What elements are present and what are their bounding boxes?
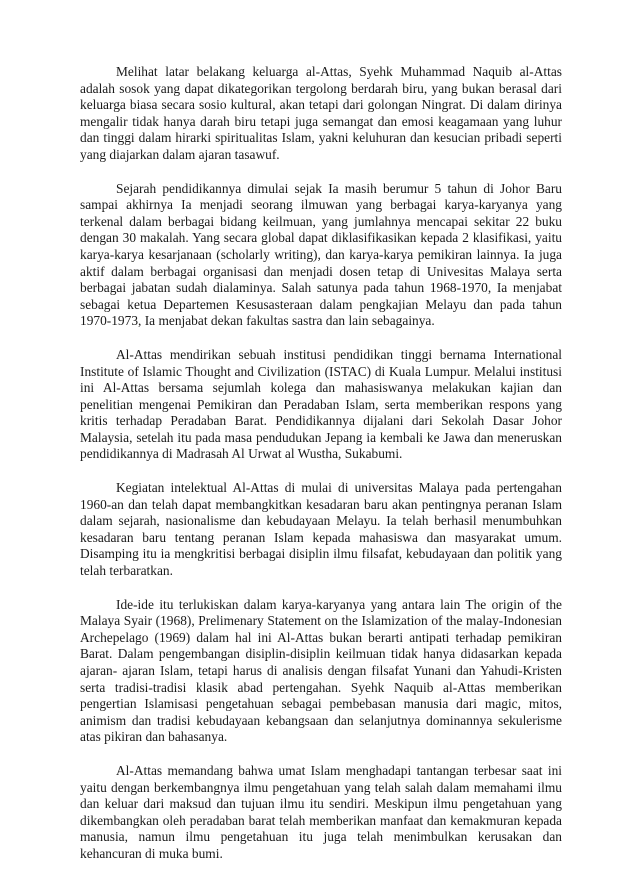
paragraph-works: Ide-ide itu terlukiskan dalam karya-karyanya yang antara lain The origin of the Malaya Syair (1968), Prelimenary Statement on the Islamization of the malay-Indonesian Archepelago (1969) dalam hal ini Al-Attas bukan berarti antipati terhadap pemikiran Barat. Dalam pengembangan disiplin-disiplin keilmuan tidak hanya didasarkan kepada ajaran- ajaran Islam, tetapi harus di analisis dengan filsafat Yunani dan Yahudi-Kristen serta tradisi-tradisi klasik abad pertengahan. Syehk Naquib al-Attas memberikan pengertian Islamisasi pengetahuan sebagai pembebasan manusia dari magic, mitos, animism dan tradisi kebudayaan kebangsaan dan selanjutnya dominannya sekulerisme atas pikiran dan bahasanya. xyxy=(80,596,562,745)
paragraph-istac: Al-Attas mendirikan sebuah institusi pendidikan tinggi bernama International Institute of Islamic Thought and Civilization (ISTAC) di Kuala Lumpur. Melalui institusi ini Al-Attas bersama sejumlah kolega dan mahasiswanya melakukan kajian dan penelitian mengenai Pemikiran dan Peradaban Islam, serta memberikan respons yang kritis terhadap Peradaban Barat. Pendidikannya dijalani dari Sekolah Dasar Johor Malaysia, setelah itu pada masa pendudukan Jepang ia kembali ke Jawa dan meneruskan pendidikannya di Madrasah Al Urwat al Wustha, Sukabumi. xyxy=(80,346,562,462)
paragraph-intellectual-activity: Kegiatan intelektual Al-Attas di mulai di universitas Malaya pada pertengahan 1960-an dan telah dapat membangkitkan kesadaran baru akan pentingnya peranan Islam dalam sejarah, nasionalisme dan kebudayaan Melayu. Ia telah berhasil menumbuhkan kesadaran baru tentang peranan Islam kepada mahasiswa dan masyarakat umum. Disamping itu ia mengkritisi berbagai disiplin ilmu filsafat, kebudayaan dan politik yang telah terbaratkan. xyxy=(80,480,562,579)
paragraph-challenges: Al-Attas memandang bahwa umat Islam menghadapi tantangan terbesar saat ini yaitu dengan berkembangnya ilmu pengetahuan yang telah salah dalam memahami ilmu dan keluar dari maksud dan tujuan ilmu itu sendiri. Meskipun ilmu pengetahuan yang dikembangkan oleh peradaban barat telah memberikan manfaat dan kemakmuran kepada manusia, namun ilmu pengetahuan itu juga telah menimbulkan kerusakan dan kehancuran di muka bumi. xyxy=(80,762,562,861)
paragraph-family-background: Melihat latar belakang keluarga al-Attas, Syehk Muhammad Naquib al-Attas adalah sosok yang dapat dikategorikan tergolong berdarah biru, yang bukan berasal dari keluarga biasa secara sosio kultural, akan tetapi dari golongan Ningrat. Di dalam dirinya mengalir tidak hanya darah biru tetapi juga semangat dan emosi keagamaan yang luhur dan tinggi dalam hirarki spiritualitas Islam, yakni keluhuran dan kesucian pribadi seperti yang diajarkan dalam ajaran tasawuf. xyxy=(80,64,562,162)
paragraph-education-history: Sejarah pendidikannya dimulai sejak Ia masih berumur 5 tahun di Johor Baru sampai akhirnya Ia menjadi seorang ilmuwan yang berbagai karya-karyanya yang terkenal dalam berbagai bidang keilmuan, yang jumlahnya mencapai sekitar 22 buku dengan 30 makalah. Yang secara global dapat diklasifikasikan kepada 2 klasifikasi, yaitu karya-karya kesarjanaan (scholarly writing), dan karya-karya pemikiran lainnya. Ia juga aktif dalam berbagai organisasi dan menjadi dosen tetap di Univesitas Malaya serta berbagai jabatan sudah dialaminya. Salah satunya pada tahun 1968-1970, Ia menjabat sebagai ketua Departemen Kesusasteraan dalam pengkajian Melayu dan pada tahun 1970-1973, Ia menjabat dekan fakultas sastra dan lain sebagainya. xyxy=(80,180,562,329)
document-body xyxy=(80,64,562,880)
